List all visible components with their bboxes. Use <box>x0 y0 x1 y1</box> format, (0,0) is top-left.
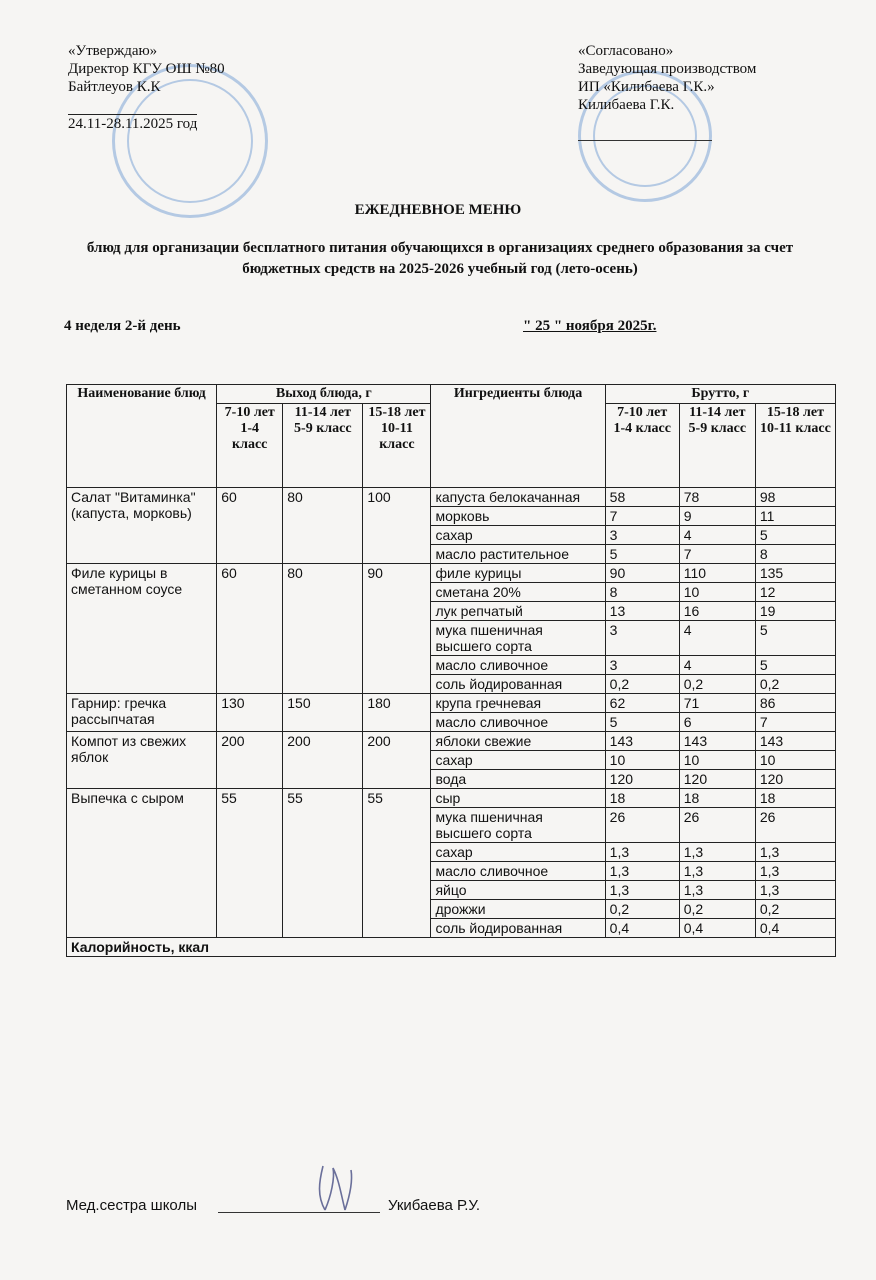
nurse-name: Укибаева Р.У. <box>388 1197 481 1214</box>
ingredient-name: масло сливочное <box>431 713 605 732</box>
ingredient-brutto-1: 8 <box>605 583 679 602</box>
dish-name: Гарнир: гречка рассыпчатая <box>67 694 217 732</box>
ingredient-name: масло сливочное <box>431 656 605 675</box>
ingredient-brutto-1: 3 <box>605 526 679 545</box>
ingredient-name: сахар <box>431 751 605 770</box>
ingredient-brutto-2: 0,4 <box>679 919 755 938</box>
ingredient-brutto-2: 0,2 <box>679 675 755 694</box>
ingredient-brutto-3: 120 <box>755 770 835 789</box>
agree-name: Килибаева Г.К. <box>578 97 675 113</box>
ingredient-brutto-2: 9 <box>679 507 755 526</box>
dish-output-3: 90 <box>363 564 431 694</box>
ingredient-brutto-2: 1,3 <box>679 881 755 900</box>
ingredient-brutto-1: 0,2 <box>605 675 679 694</box>
ingredient-brutto-3: 0,2 <box>755 675 835 694</box>
ingredient-brutto-3: 86 <box>755 694 835 713</box>
ingredient-brutto-1: 0,4 <box>605 919 679 938</box>
ingredient-brutto-1: 143 <box>605 732 679 751</box>
menu-date: " 25 " ноября 2025г. <box>523 318 657 334</box>
ingredient-name: масло растительное <box>431 545 605 564</box>
ingredient-brutto-3: 10 <box>755 751 835 770</box>
nurse-signature-mark <box>305 1160 365 1216</box>
table-row <box>67 488 836 507</box>
col-output: Выход блюда, г <box>217 385 431 404</box>
ingredient-brutto-3: 0,2 <box>755 900 835 919</box>
approve-label: «Утверждаю» <box>68 43 158 59</box>
dish-name: Филе курицы в сметанном соусе <box>67 564 217 694</box>
col-brutto-age1: 7-10 лет 1-4 класс <box>605 404 679 488</box>
ingredient-brutto-1: 5 <box>605 545 679 564</box>
ingredient-name: сметана 20% <box>431 583 605 602</box>
ingredient-brutto-2: 71 <box>679 694 755 713</box>
ingredient-brutto-1: 13 <box>605 602 679 621</box>
ingredient-brutto-3: 18 <box>755 789 835 808</box>
ingredient-name: яйцо <box>431 881 605 900</box>
dish-name: Компот из свежих яблок <box>67 732 217 789</box>
dish-output-2: 80 <box>283 564 363 694</box>
ingredient-brutto-1: 120 <box>605 770 679 789</box>
dish-output-1: 200 <box>217 732 283 789</box>
approve-block <box>68 42 225 133</box>
calories-row: Калорийность, ккал <box>67 938 836 957</box>
dish-output-1: 55 <box>217 789 283 938</box>
ingredient-brutto-2: 16 <box>679 602 755 621</box>
ingredient-name: дрожжи <box>431 900 605 919</box>
dish-output-2: 200 <box>283 732 363 789</box>
dish-output-3: 100 <box>363 488 431 564</box>
ingredient-brutto-1: 1,3 <box>605 843 679 862</box>
table-row <box>67 564 836 583</box>
ingredient-brutto-2: 7 <box>679 545 755 564</box>
ingredient-brutto-3: 143 <box>755 732 835 751</box>
dish-output-3: 180 <box>363 694 431 732</box>
table-row <box>67 732 836 751</box>
ingredient-brutto-2: 0,2 <box>679 900 755 919</box>
dish-output-1: 130 <box>217 694 283 732</box>
ingredient-brutto-2: 4 <box>679 526 755 545</box>
dish-output-1: 60 <box>217 564 283 694</box>
ingredient-brutto-3: 5 <box>755 656 835 675</box>
ingredient-brutto-3: 1,3 <box>755 843 835 862</box>
ingredient-brutto-2: 4 <box>679 621 755 656</box>
ingredient-brutto-1: 0,2 <box>605 900 679 919</box>
ingredient-brutto-3: 1,3 <box>755 881 835 900</box>
ingredient-name: филе курицы <box>431 564 605 583</box>
ingredient-name: мука пшеничная высшего сорта <box>431 808 605 843</box>
ingredient-brutto-2: 1,3 <box>679 843 755 862</box>
approve-name: Байтлеуов К.К <box>68 79 161 95</box>
ingredient-brutto-1: 10 <box>605 751 679 770</box>
ingredient-brutto-1: 90 <box>605 564 679 583</box>
dish-output-2: 55 <box>283 789 363 938</box>
ingredient-brutto-1: 62 <box>605 694 679 713</box>
col-output-age2: 11-14 лет 5-9 класс <box>283 404 363 488</box>
ingredient-brutto-1: 5 <box>605 713 679 732</box>
agree-label: «Согласовано» <box>578 43 674 59</box>
ingredient-brutto-3: 135 <box>755 564 835 583</box>
ingredient-name: капуста белокачанная <box>431 488 605 507</box>
ingredient-brutto-2: 26 <box>679 808 755 843</box>
ingredient-brutto-2: 110 <box>679 564 755 583</box>
agree-signature-line <box>578 140 712 141</box>
agree-company: ИП «Килибаева Г.К.» <box>578 79 715 95</box>
page-subtitle: блюд для организации бесплатного питания обучающихся в организациях среднего образования за счет бюджетных средств на 2025-2026 учебный год (лето-осень) <box>86 240 794 277</box>
col-brutto-age2: 11-14 лет 5-9 класс <box>679 404 755 488</box>
ingredient-brutto-1: 58 <box>605 488 679 507</box>
col-dish-name: Наименование блюд <box>67 385 217 488</box>
ingredient-name: яблоки свежие <box>431 732 605 751</box>
ingredient-name: соль йодированная <box>431 919 605 938</box>
nurse-label: Мед.сестра школы <box>66 1197 197 1214</box>
ingredient-brutto-3: 0,4 <box>755 919 835 938</box>
dish-output-3: 55 <box>363 789 431 938</box>
ingredient-brutto-2: 10 <box>679 751 755 770</box>
table-row <box>67 694 836 713</box>
ingredient-brutto-3: 7 <box>755 713 835 732</box>
agree-position: Заведующая производством <box>578 61 757 77</box>
ingredient-brutto-3: 5 <box>755 526 835 545</box>
ingredient-brutto-1: 7 <box>605 507 679 526</box>
page-title: ЕЖЕДНЕВНОЕ МЕНЮ <box>354 202 522 218</box>
col-ingredients: Ингредиенты блюда <box>431 385 605 488</box>
ingredient-brutto-3: 26 <box>755 808 835 843</box>
ingredient-brutto-3: 1,3 <box>755 862 835 881</box>
ingredient-brutto-3: 19 <box>755 602 835 621</box>
menu-table-body <box>67 488 836 938</box>
ingredient-brutto-2: 78 <box>679 488 755 507</box>
ingredient-brutto-1: 18 <box>605 789 679 808</box>
ingredient-name: сахар <box>431 526 605 545</box>
ingredient-name: лук репчатый <box>431 602 605 621</box>
ingredient-name: мука пшеничная высшего сорта <box>431 621 605 656</box>
ingredient-name: масло сливочное <box>431 862 605 881</box>
dish-output-1: 60 <box>217 488 283 564</box>
ingredient-brutto-2: 1,3 <box>679 862 755 881</box>
ingredient-brutto-3: 5 <box>755 621 835 656</box>
dish-output-2: 80 <box>283 488 363 564</box>
col-output-age3: 15-18 лет 10-11 класс <box>363 404 431 488</box>
ingredient-name: сахар <box>431 843 605 862</box>
menu-table <box>66 384 836 957</box>
ingredient-brutto-3: 11 <box>755 507 835 526</box>
ingredient-brutto-1: 26 <box>605 808 679 843</box>
week-day: 4 неделя 2-й день <box>64 318 181 334</box>
ingredient-brutto-2: 10 <box>679 583 755 602</box>
ingredient-brutto-1: 1,3 <box>605 881 679 900</box>
ingredient-brutto-3: 98 <box>755 488 835 507</box>
dish-output-2: 150 <box>283 694 363 732</box>
ingredient-name: крупа гречневая <box>431 694 605 713</box>
dish-name: Выпечка с сыром <box>67 789 217 938</box>
ingredient-name: вода <box>431 770 605 789</box>
ingredient-brutto-2: 6 <box>679 713 755 732</box>
ingredient-brutto-2: 4 <box>679 656 755 675</box>
agree-block <box>578 42 756 114</box>
ingredient-brutto-1: 1,3 <box>605 862 679 881</box>
approve-director: Директор КГУ ОШ №80 <box>68 61 225 77</box>
ingredient-brutto-1: 3 <box>605 656 679 675</box>
ingredient-brutto-2: 18 <box>679 789 755 808</box>
ingredient-brutto-2: 120 <box>679 770 755 789</box>
ingredient-brutto-1: 3 <box>605 621 679 656</box>
ingredient-brutto-2: 143 <box>679 732 755 751</box>
dish-output-3: 200 <box>363 732 431 789</box>
ingredient-brutto-3: 8 <box>755 545 835 564</box>
dish-name: Салат "Витаминка" (капуста, морковь) <box>67 488 217 564</box>
col-brutto-age3: 15-18 лет 10-11 класс <box>755 404 835 488</box>
table-row <box>67 789 836 808</box>
ingredient-name: соль йодированная <box>431 675 605 694</box>
approve-dates: 24.11-28.11.2025 год <box>68 116 198 132</box>
ingredient-brutto-3: 12 <box>755 583 835 602</box>
col-brutto: Брутто, г <box>605 385 835 404</box>
ingredient-name: морковь <box>431 507 605 526</box>
ingredient-name: сыр <box>431 789 605 808</box>
col-output-age1: 7-10 лет 1-4 класс <box>217 404 283 488</box>
